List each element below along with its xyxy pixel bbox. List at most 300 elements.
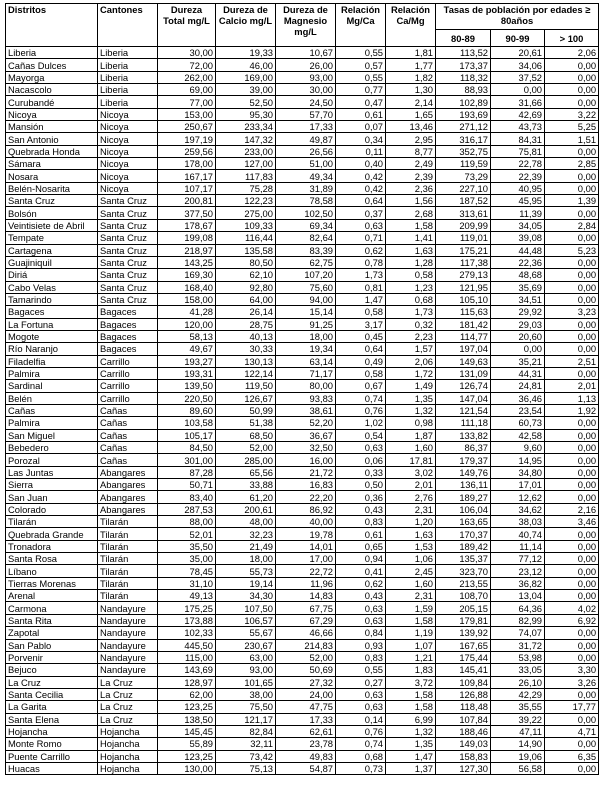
district-cell: Tronadora — [6, 540, 98, 552]
dureza-calcio-cell: 19,33 — [216, 47, 276, 59]
dureza-calcio-cell: 65,56 — [216, 466, 276, 478]
district-cell: Porvenir — [6, 651, 98, 663]
district-cell: Cabo Velas — [6, 281, 98, 293]
rate-100-cell: 5,23 — [545, 244, 599, 256]
relacion-camg-cell: 1,23 — [386, 281, 436, 293]
rate-80-89-cell: 126,88 — [436, 688, 491, 700]
rate-90-99-cell: 45,95 — [491, 195, 545, 207]
dureza-calcio-cell: 18,00 — [216, 553, 276, 565]
dureza-calcio-cell: 119,50 — [216, 380, 276, 392]
rate-80-89-cell: 113,52 — [436, 47, 491, 59]
relacion-camg-cell: 2,31 — [386, 590, 436, 602]
dureza-calcio-cell: 21,49 — [216, 540, 276, 552]
relacion-mgca-cell: 0,63 — [336, 442, 386, 454]
dureza-magnesio-cell: 10,67 — [276, 47, 336, 59]
canton-cell: La Cruz — [98, 688, 158, 700]
dureza-calcio-cell: 46,00 — [216, 59, 276, 71]
dureza-calcio-cell: 109,33 — [216, 219, 276, 231]
dureza-total-cell: 138,50 — [158, 713, 216, 725]
dureza-magnesio-cell: 17,00 — [276, 553, 336, 565]
dureza-total-cell: 88,00 — [158, 516, 216, 528]
district-cell: Tilarán — [6, 516, 98, 528]
rate-100-cell: 0,00 — [545, 367, 599, 379]
table-row — [6, 355, 599, 367]
rate-90-99-cell: 17,01 — [491, 479, 545, 491]
canton-cell: Santa Cruz — [98, 281, 158, 293]
rate-80-89-cell: 118,32 — [436, 71, 491, 83]
relacion-mgca-cell: 0,34 — [336, 133, 386, 145]
dureza-total-cell: 103,58 — [158, 417, 216, 429]
rate-80-89-cell: 149,76 — [436, 466, 491, 478]
relacion-mgca-cell: 0,63 — [336, 614, 386, 626]
rate-100-cell: 0,00 — [545, 256, 599, 268]
rate-80-89-cell: 147,04 — [436, 392, 491, 404]
dureza-total-cell: 143,25 — [158, 256, 216, 268]
canton-cell: Liberia — [98, 47, 158, 59]
table-row — [6, 750, 599, 762]
district-cell: Belén — [6, 392, 98, 404]
relacion-camg-cell: 0,58 — [386, 269, 436, 281]
rate-80-89-cell: 209,99 — [436, 219, 491, 231]
table-row — [6, 133, 599, 145]
relacion-mgca-cell: 0,43 — [336, 503, 386, 515]
canton-cell: Santa Cruz — [98, 232, 158, 244]
dureza-total-cell: 377,50 — [158, 207, 216, 219]
rate-80-89-cell: 271,12 — [436, 121, 491, 133]
canton-cell: Carrillo — [98, 367, 158, 379]
relacion-mgca-cell: 0,43 — [336, 590, 386, 602]
relacion-mgca-cell: 0,71 — [336, 232, 386, 244]
table-row — [6, 47, 599, 59]
rate-100-cell: 4,02 — [545, 602, 599, 614]
table-row — [6, 293, 599, 305]
canton-cell: Nicoya — [98, 133, 158, 145]
canton-cell: Nandayure — [98, 651, 158, 663]
dureza-total-cell: 128,97 — [158, 676, 216, 688]
district-cell: Monte Romo — [6, 738, 98, 750]
dureza-calcio-cell: 68,50 — [216, 429, 276, 441]
relacion-mgca-cell: 0,36 — [336, 491, 386, 503]
table-row — [6, 651, 599, 663]
dureza-calcio-cell: 26,14 — [216, 306, 276, 318]
rate-100-cell: 0,00 — [545, 565, 599, 577]
dureza-calcio-cell: 64,00 — [216, 293, 276, 305]
dureza-magnesio-cell: 63,14 — [276, 355, 336, 367]
relacion-camg-cell: 2,68 — [386, 207, 436, 219]
district-cell: Porozal — [6, 454, 98, 466]
dureza-magnesio-cell: 26,56 — [276, 145, 336, 157]
canton-cell: La Cruz — [98, 701, 158, 713]
dureza-magnesio-cell: 30,00 — [276, 84, 336, 96]
dureza-magnesio-cell: 40,00 — [276, 516, 336, 528]
canton-cell: Nandayure — [98, 614, 158, 626]
table-row — [6, 491, 599, 503]
rate-100-cell: 2,01 — [545, 380, 599, 392]
dureza-calcio-cell: 61,20 — [216, 491, 276, 503]
rate-90-99-cell: 35,21 — [491, 355, 545, 367]
dureza-magnesio-cell: 47,75 — [276, 701, 336, 713]
rate-90-99-cell: 64,36 — [491, 602, 545, 614]
rate-90-99-cell: 40,74 — [491, 528, 545, 540]
district-cell: Santa Rita — [6, 614, 98, 626]
rate-90-99-cell: 34,06 — [491, 59, 545, 71]
rate-80-89-cell: 121,95 — [436, 281, 491, 293]
relacion-mgca-cell: 0,83 — [336, 651, 386, 663]
dureza-calcio-cell: 51,38 — [216, 417, 276, 429]
dureza-magnesio-cell: 52,20 — [276, 417, 336, 429]
relacion-mgca-cell: 0,57 — [336, 59, 386, 71]
dureza-calcio-cell: 32,11 — [216, 738, 276, 750]
dureza-calcio-cell: 82,84 — [216, 725, 276, 737]
dureza-total-cell: 168,40 — [158, 281, 216, 293]
table-row — [6, 553, 599, 565]
canton-cell: Santa Cruz — [98, 293, 158, 305]
header-distritos: Distritos — [6, 4, 98, 47]
relacion-mgca-cell: 0,67 — [336, 380, 386, 392]
dureza-calcio-cell: 116,44 — [216, 232, 276, 244]
rate-80-89-cell: 316,17 — [436, 133, 491, 145]
table-row — [6, 688, 599, 700]
rate-90-99-cell: 74,07 — [491, 627, 545, 639]
rate-100-cell: 0,00 — [545, 59, 599, 71]
dureza-magnesio-cell: 49,87 — [276, 133, 336, 145]
rate-80-89-cell: 136,11 — [436, 479, 491, 491]
relacion-mgca-cell: 0,62 — [336, 244, 386, 256]
dureza-total-cell: 49,67 — [158, 343, 216, 355]
rate-100-cell: 0,00 — [545, 318, 599, 330]
dureza-calcio-cell: 122,23 — [216, 195, 276, 207]
district-cell: Bejuco — [6, 664, 98, 676]
rate-80-89-cell: 86,37 — [436, 442, 491, 454]
relacion-mgca-cell: 0,93 — [336, 639, 386, 651]
table-row — [6, 762, 599, 774]
dureza-total-cell: 115,00 — [158, 651, 216, 663]
canton-cell: Tilarán — [98, 540, 158, 552]
rate-80-89-cell: 73,29 — [436, 170, 491, 182]
table-row — [6, 404, 599, 416]
relacion-camg-cell: 1,30 — [386, 84, 436, 96]
dureza-calcio-cell: 127,00 — [216, 158, 276, 170]
relacion-camg-cell: 1,83 — [386, 664, 436, 676]
table-row — [6, 614, 599, 626]
relacion-camg-cell: 1,63 — [386, 244, 436, 256]
canton-cell: Tilarán — [98, 553, 158, 565]
rate-80-89-cell: 149,03 — [436, 738, 491, 750]
dureza-calcio-cell: 62,10 — [216, 269, 276, 281]
dureza-magnesio-cell: 46,66 — [276, 627, 336, 639]
relacion-camg-cell: 1,82 — [386, 71, 436, 83]
relacion-mgca-cell: 0,42 — [336, 182, 386, 194]
dureza-calcio-cell: 30,33 — [216, 343, 276, 355]
dureza-total-cell: 41,28 — [158, 306, 216, 318]
relacion-camg-cell: 1,41 — [386, 232, 436, 244]
rate-80-89-cell: 352,75 — [436, 145, 491, 157]
relacion-camg-cell: 1,49 — [386, 380, 436, 392]
rate-100-cell: 0,00 — [545, 590, 599, 602]
relacion-camg-cell: 1,60 — [386, 442, 436, 454]
table-row — [6, 96, 599, 108]
district-cell: Palmira — [6, 417, 98, 429]
table-row — [6, 59, 599, 71]
relacion-camg-cell: 2,39 — [386, 170, 436, 182]
relacion-mgca-cell: 0,55 — [336, 47, 386, 59]
relacion-mgca-cell: 0,63 — [336, 219, 386, 231]
district-cell: Tempate — [6, 232, 98, 244]
dureza-total-cell: 50,71 — [158, 479, 216, 491]
dureza-magnesio-cell: 14,83 — [276, 590, 336, 602]
dureza-magnesio-cell: 16,00 — [276, 454, 336, 466]
dureza-calcio-cell: 73,42 — [216, 750, 276, 762]
header-age-90-99: 90-99 — [491, 30, 545, 47]
district-cell: Tamarindo — [6, 293, 98, 305]
table-row — [6, 565, 599, 577]
canton-cell: Nandayure — [98, 639, 158, 651]
rate-80-89-cell: 145,41 — [436, 664, 491, 676]
canton-cell: Bagaces — [98, 343, 158, 355]
relacion-mgca-cell: 0,65 — [336, 540, 386, 552]
rate-90-99-cell: 23,54 — [491, 404, 545, 416]
canton-cell: Cañas — [98, 417, 158, 429]
table-row — [6, 602, 599, 614]
relacion-camg-cell: 1,58 — [386, 701, 436, 713]
relacion-camg-cell: 13,46 — [386, 121, 436, 133]
dureza-total-cell: 199,08 — [158, 232, 216, 244]
rate-100-cell: 0,00 — [545, 713, 599, 725]
rate-90-99-cell: 20,61 — [491, 47, 545, 59]
dureza-magnesio-cell: 62,75 — [276, 256, 336, 268]
rate-90-99-cell: 34,80 — [491, 466, 545, 478]
relacion-mgca-cell: 0,81 — [336, 281, 386, 293]
dureza-magnesio-cell: 51,00 — [276, 158, 336, 170]
rate-80-89-cell: 170,37 — [436, 528, 491, 540]
header-age-80-89: 80-89 — [436, 30, 491, 47]
dureza-total-cell: 167,17 — [158, 170, 216, 182]
dureza-magnesio-cell: 17,33 — [276, 121, 336, 133]
dureza-magnesio-cell: 24,50 — [276, 96, 336, 108]
dureza-magnesio-cell: 102,50 — [276, 207, 336, 219]
relacion-mgca-cell: 0,84 — [336, 627, 386, 639]
relacion-mgca-cell: 0,37 — [336, 207, 386, 219]
district-cell: Belén-Nosarita — [6, 182, 98, 194]
canton-cell: Abangares — [98, 491, 158, 503]
canton-cell: Nandayure — [98, 627, 158, 639]
canton-cell: Liberia — [98, 59, 158, 71]
rate-90-99-cell: 0,00 — [491, 84, 545, 96]
dureza-total-cell: 105,17 — [158, 429, 216, 441]
relacion-mgca-cell: 0,77 — [336, 84, 386, 96]
dureza-calcio-cell: 75,13 — [216, 762, 276, 774]
relacion-camg-cell: 1,35 — [386, 392, 436, 404]
rate-100-cell: 0,00 — [545, 343, 599, 355]
relacion-camg-cell: 8,77 — [386, 145, 436, 157]
dureza-magnesio-cell: 50,69 — [276, 664, 336, 676]
rate-90-99-cell: 39,22 — [491, 713, 545, 725]
rate-100-cell: 0,00 — [545, 182, 599, 194]
dureza-calcio-cell: 38,00 — [216, 688, 276, 700]
rate-80-89-cell: 181,42 — [436, 318, 491, 330]
rate-80-89-cell: 139,92 — [436, 627, 491, 639]
rate-80-89-cell: 158,83 — [436, 750, 491, 762]
relacion-mgca-cell: 0,63 — [336, 602, 386, 614]
dureza-magnesio-cell: 94,00 — [276, 293, 336, 305]
dureza-calcio-cell: 55,67 — [216, 627, 276, 639]
relacion-mgca-cell: 0,11 — [336, 145, 386, 157]
rate-80-89-cell: 127,30 — [436, 762, 491, 774]
relacion-mgca-cell: 0,83 — [336, 516, 386, 528]
dureza-total-cell: 145,45 — [158, 725, 216, 737]
dureza-calcio-cell: 121,17 — [216, 713, 276, 725]
dureza-magnesio-cell: 49,34 — [276, 170, 336, 182]
rate-90-99-cell: 26,10 — [491, 676, 545, 688]
dureza-magnesio-cell: 67,75 — [276, 602, 336, 614]
dureza-total-cell: 55,89 — [158, 738, 216, 750]
table-row — [6, 108, 599, 120]
district-cell: Santa Elena — [6, 713, 98, 725]
canton-cell: Santa Cruz — [98, 195, 158, 207]
relacion-camg-cell: 2,49 — [386, 158, 436, 170]
rate-100-cell: 3,26 — [545, 676, 599, 688]
rate-100-cell: 0,00 — [545, 145, 599, 157]
rate-90-99-cell: 11,14 — [491, 540, 545, 552]
dureza-calcio-cell: 34,30 — [216, 590, 276, 602]
rate-100-cell: 0,00 — [545, 84, 599, 96]
dureza-calcio-cell: 52,50 — [216, 96, 276, 108]
rate-80-89-cell: 109,84 — [436, 676, 491, 688]
relacion-mgca-cell: 1,47 — [336, 293, 386, 305]
rate-100-cell: 0,00 — [545, 330, 599, 342]
district-cell: Curubandé — [6, 96, 98, 108]
rate-80-89-cell: 193,69 — [436, 108, 491, 120]
dureza-calcio-cell: 233,00 — [216, 145, 276, 157]
dureza-magnesio-cell: 86,92 — [276, 503, 336, 515]
dureza-total-cell: 123,25 — [158, 750, 216, 762]
rate-90-99-cell: 38,03 — [491, 516, 545, 528]
relacion-mgca-cell: 0,40 — [336, 158, 386, 170]
rate-80-89-cell: 88,93 — [436, 84, 491, 96]
relacion-camg-cell: 1,58 — [386, 219, 436, 231]
rate-100-cell: 3,30 — [545, 664, 599, 676]
relacion-mgca-cell: 0,06 — [336, 454, 386, 466]
relacion-camg-cell: 17,81 — [386, 454, 436, 466]
rate-90-99-cell: 82,99 — [491, 614, 545, 626]
table-row — [6, 516, 599, 528]
relacion-camg-cell: 1,58 — [386, 614, 436, 626]
rate-80-89-cell: 189,42 — [436, 540, 491, 552]
dureza-magnesio-cell: 32,50 — [276, 442, 336, 454]
header-dureza-total: Dureza Total mg/L — [158, 4, 216, 47]
rate-90-99-cell: 12,62 — [491, 491, 545, 503]
table-row — [6, 454, 599, 466]
rate-90-99-cell: 22,78 — [491, 158, 545, 170]
dureza-calcio-cell: 147,32 — [216, 133, 276, 145]
relacion-mgca-cell: 0,14 — [336, 713, 386, 725]
dureza-total-cell: 250,67 — [158, 121, 216, 133]
relacion-camg-cell: 2,23 — [386, 330, 436, 342]
dureza-magnesio-cell: 38,61 — [276, 404, 336, 416]
rate-90-99-cell: 23,12 — [491, 565, 545, 577]
relacion-camg-cell: 0,98 — [386, 417, 436, 429]
dureza-total-cell: 120,00 — [158, 318, 216, 330]
dureza-magnesio-cell: 71,17 — [276, 367, 336, 379]
district-cell: Liberia — [6, 47, 98, 59]
table-row — [6, 664, 599, 676]
canton-cell: Cañas — [98, 429, 158, 441]
dureza-magnesio-cell: 93,00 — [276, 71, 336, 83]
district-cell: Santa Cecilia — [6, 688, 98, 700]
table-row — [6, 318, 599, 330]
table-row — [6, 590, 599, 602]
dureza-calcio-cell: 93,00 — [216, 664, 276, 676]
rate-100-cell: 17,77 — [545, 701, 599, 713]
district-cell: Sierra — [6, 479, 98, 491]
dureza-magnesio-cell: 26,00 — [276, 59, 336, 71]
relacion-camg-cell: 2,76 — [386, 491, 436, 503]
district-cell: Quebrada Honda — [6, 145, 98, 157]
dureza-calcio-cell: 233,34 — [216, 121, 276, 133]
relacion-mgca-cell: 0,45 — [336, 330, 386, 342]
canton-cell: Santa Cruz — [98, 269, 158, 281]
canton-cell: La Cruz — [98, 676, 158, 688]
dureza-total-cell: 287,53 — [158, 503, 216, 515]
dureza-calcio-cell: 50,99 — [216, 404, 276, 416]
relacion-camg-cell: 1,28 — [386, 256, 436, 268]
rate-100-cell: 0,00 — [545, 71, 599, 83]
relacion-camg-cell: 1,87 — [386, 429, 436, 441]
canton-cell: Abangares — [98, 479, 158, 491]
dureza-calcio-cell: 75,28 — [216, 182, 276, 194]
relacion-camg-cell: 2,95 — [386, 133, 436, 145]
dureza-calcio-cell: 40,13 — [216, 330, 276, 342]
rate-80-89-cell: 313,61 — [436, 207, 491, 219]
rate-100-cell: 0,00 — [545, 540, 599, 552]
rate-90-99-cell: 35,55 — [491, 701, 545, 713]
rate-80-89-cell: 118,48 — [436, 701, 491, 713]
rate-100-cell: 2,84 — [545, 219, 599, 231]
dureza-calcio-cell: 275,00 — [216, 207, 276, 219]
rate-100-cell: 0,00 — [545, 577, 599, 589]
dureza-magnesio-cell: 93,83 — [276, 392, 336, 404]
dureza-magnesio-cell: 80,00 — [276, 380, 336, 392]
canton-cell: Abangares — [98, 466, 158, 478]
table-row — [6, 738, 599, 750]
rate-100-cell: 0,00 — [545, 479, 599, 491]
rate-80-89-cell: 173,37 — [436, 59, 491, 71]
district-cell: Mansión — [6, 121, 98, 133]
relacion-camg-cell: 1,35 — [386, 738, 436, 750]
rate-90-99-cell: 60,73 — [491, 417, 545, 429]
table-row — [6, 713, 599, 725]
rate-90-99-cell: 24,81 — [491, 380, 545, 392]
table-row — [6, 725, 599, 737]
relacion-camg-cell: 1,32 — [386, 404, 436, 416]
district-cell: San Juan — [6, 491, 98, 503]
canton-cell: Liberia — [98, 71, 158, 83]
relacion-camg-cell: 1,60 — [386, 577, 436, 589]
district-cell: Sámara — [6, 158, 98, 170]
rate-100-cell: 0,00 — [545, 417, 599, 429]
canton-cell: Carrillo — [98, 380, 158, 392]
district-cell: San Miguel — [6, 429, 98, 441]
rate-100-cell: 0,00 — [545, 528, 599, 540]
rate-80-89-cell: 121,54 — [436, 404, 491, 416]
dureza-calcio-cell: 117,83 — [216, 170, 276, 182]
dureza-calcio-cell: 55,73 — [216, 565, 276, 577]
canton-cell: Carrillo — [98, 355, 158, 367]
rate-100-cell: 3,22 — [545, 108, 599, 120]
rate-100-cell: 1,13 — [545, 392, 599, 404]
district-cell: Santa Rosa — [6, 553, 98, 565]
canton-cell: Cañas — [98, 454, 158, 466]
